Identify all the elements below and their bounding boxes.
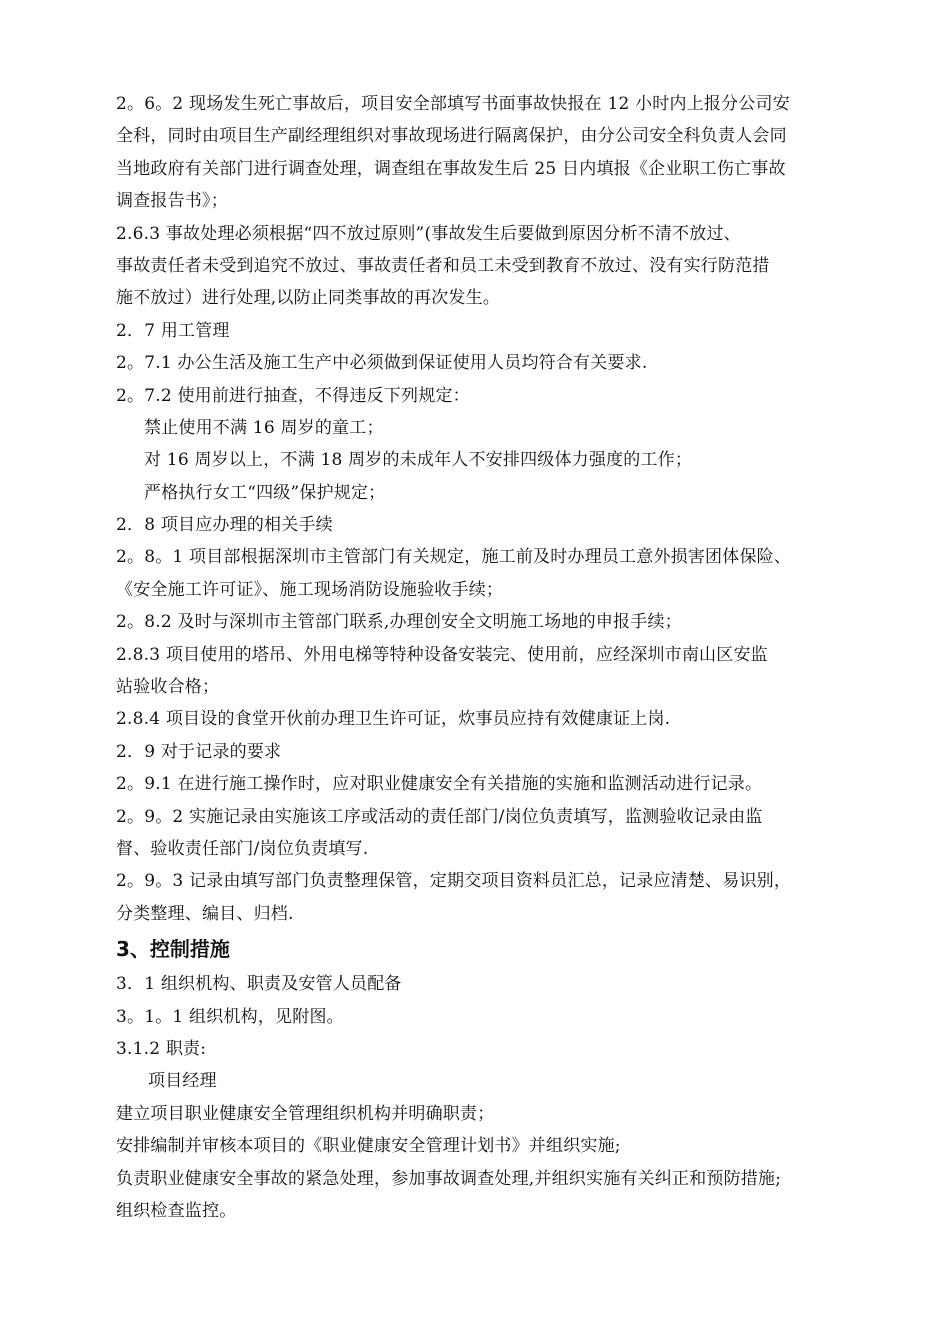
text-line: 建立项目职业健康安全管理组织机构并明确职责； [116,1103,495,1124]
text-line: 2。8.2 及时与深圳市主管部门联系,办理创安全文明施工场地的申报手续； [116,612,682,633]
text-line: 2。9.1 在进行施工操作时，应对职业健康安全有关措施的实施和监测活动进行记录。 [116,774,763,795]
section-heading-2-8: 2．8 项目应办理的相关手续 [116,515,333,536]
text-line: 调查报告书》； [116,191,228,212]
text-line: 站验收合格； [116,677,220,698]
body-text-section-2 [116,88,876,930]
text-line: 2。7.2 使用前进行抽查，不得违反下列规定： [116,385,470,406]
text-line: 2。9。3 记录由填写部门负责整理保管，定期交项目资料员汇总，记录应清楚、易识别， [116,871,792,892]
text-line: 2.8.4 项目设的食堂开伙前办理卫生许可证，炊事员应持有效健康证上岗. [116,709,671,730]
list-item: 严格执行女工“四级”保护规定； [144,482,386,503]
text-line: 组织检查监控。 [116,1200,237,1221]
list-item: 禁止使用不满 16 周岁的童工； [144,417,384,438]
text-line: 2。7.1 办公生活及施工生产中必须做到保证使用人员均符合有关要求. [116,353,648,374]
section-heading-2-7: 2．7 用工管理 [116,320,230,341]
text-line: 3．1 组织机构、职责及安管人员配备 [116,974,402,995]
text-line: 事故责任者未受到追究不放过、事故责任者和员工未受到教育不放过、没有实行防范措 [116,255,770,276]
role-title: 项目经理 [148,1071,217,1092]
text-line: 分类整理、编目、归档. [116,903,294,924]
text-line: 负责职业健康安全事故的紧急处理，参加事故调查处理,并组织实施有关纠正和预防措施; [116,1168,782,1189]
text-line: 2.8.3 项目使用的塔吊、外用电梯等特种设备安装完、使用前，应经深圳市南山区安监 [116,644,768,665]
text-line: 2.6.3 事故处理必须根据“四不放过原则”(事故发生后要做到原因分析不清不放过、 [116,223,741,244]
document-page [116,88,876,1227]
text-line: 3.1.2 职责: [116,1038,207,1059]
text-line: 2。6。2 现场发生死亡事故后，项目安全部填写书面事故快报在 12 小时内上报分公司安 [116,94,790,114]
section-heading-3: 3、控制措施 [116,937,230,962]
text-line: 当地政府有关部门进行调查处理，调查组在事故发生后 25 日内填报《企业职工伤亡事故 [116,158,786,179]
text-line: 2。8。1 项目部根据深圳市主管部门有关规定，施工前及时办理员工意外损害团体保险、 [116,547,792,568]
section-heading-2-9: 2．9 对于记录的要求 [116,741,282,762]
text-line: 施不放过）进行处理,以防止同类事故的再次发生。 [116,288,501,309]
list-item: 对 16 周岁以上，不满 18 周岁的未成年人不安排四级体力强度的工作； [144,450,693,471]
text-line: 2。9。2 实施记录由实施该工序或活动的责任部门/岗位负责填写，监测验收记录由监 [116,806,763,827]
text-line: 督、验收责任部门/岗位负责填写. [116,838,369,859]
body-text-section-3 [116,968,876,1227]
text-line: 《安全施工许可证》、施工现场消防设施验收手续； [116,579,504,600]
text-line: 全科，同时由项目生产副经理组织对事故现场进行隔离保护，由分公司安全科负责人会同 [116,126,787,147]
text-line: 安排编制并审核本项目的《职业健康安全管理计划书》并组织实施; [116,1136,621,1157]
text-line: 3。1。1 组织机构，见附图。 [116,1006,344,1027]
